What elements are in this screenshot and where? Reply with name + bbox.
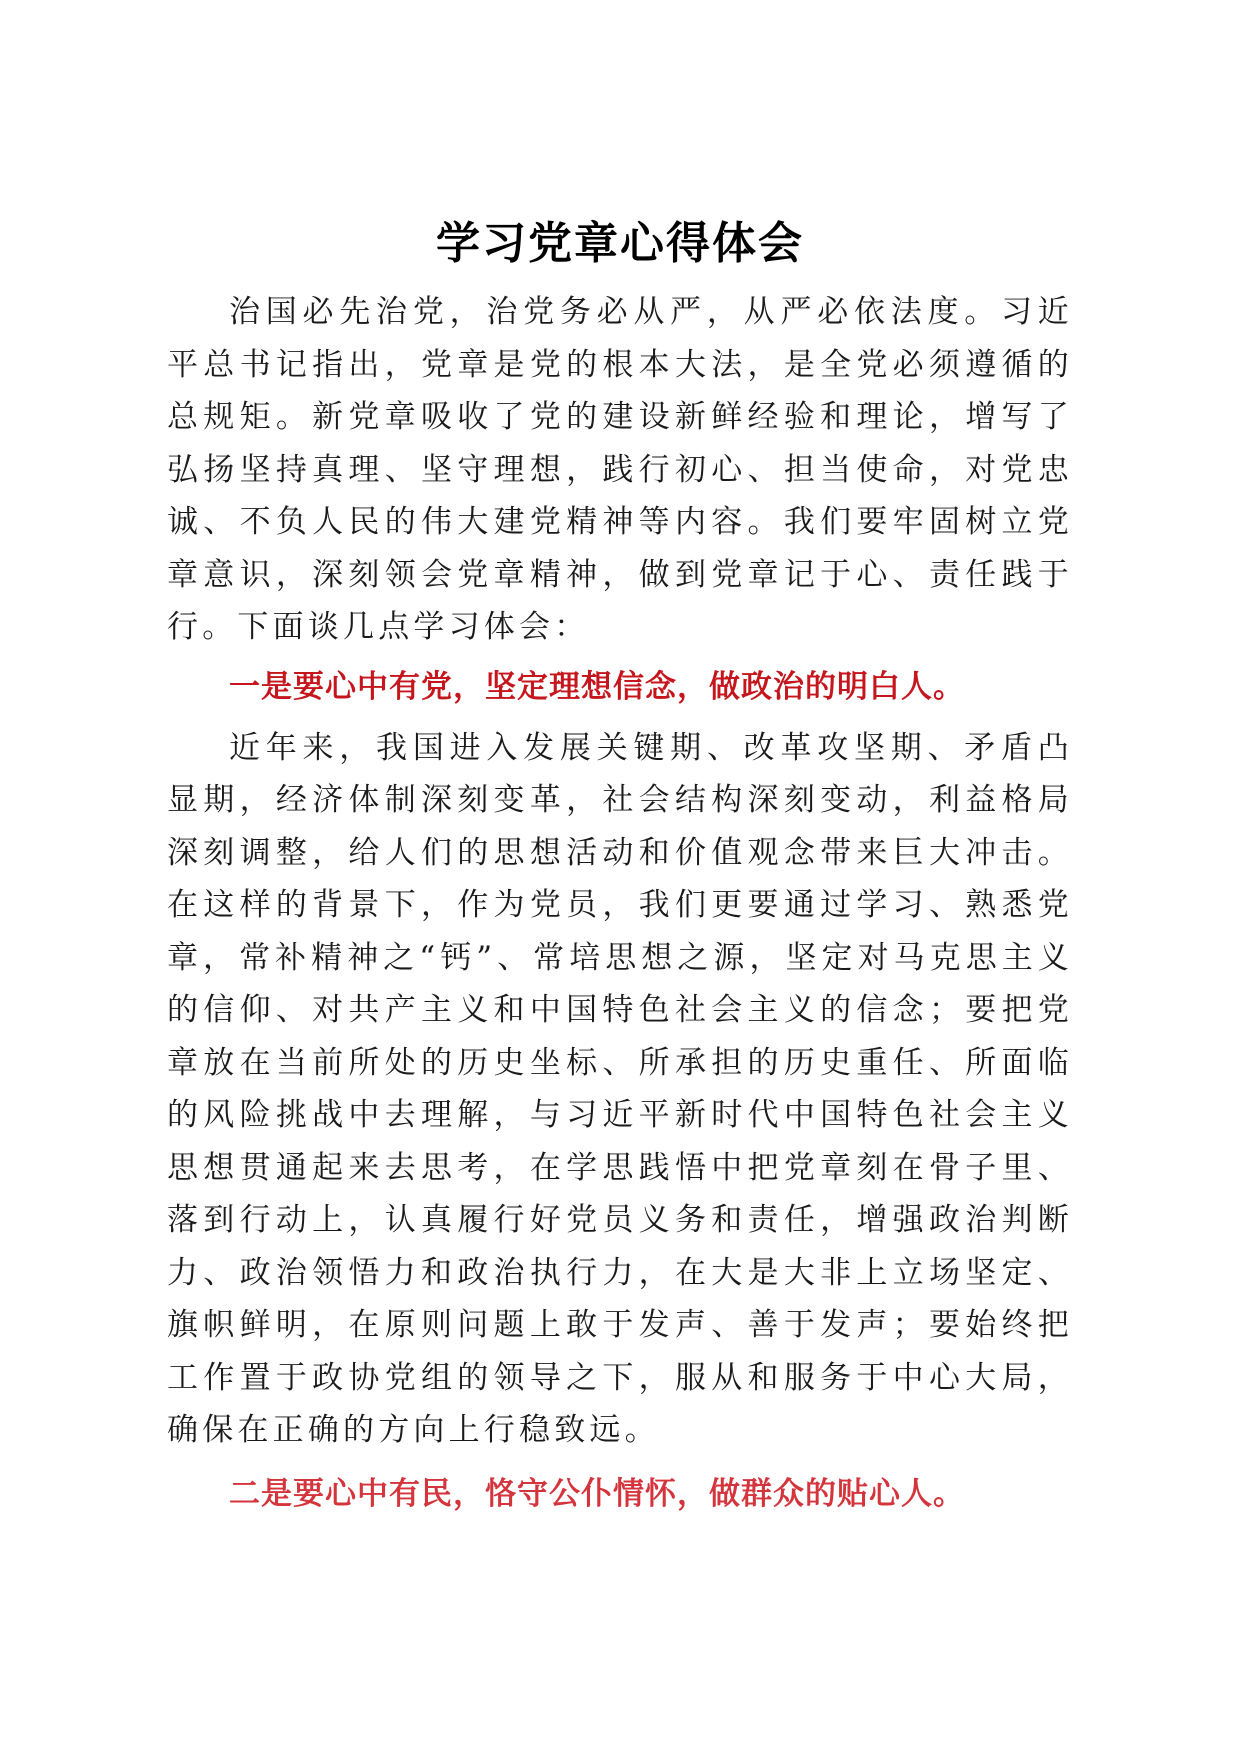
intro-paragraph: 治国必先治党，治党务必从严，从严必依法度。习近平总书记指出，党章是党的根本大法，是全党必须遵循的总规矩。新党章吸收了党的建设新鲜经验和理论，增写了弘扬坚持真理、坚守理想，践行初心、担当使命，对党忠诚、不负人民的伟大建党精神等内容。我们要牢固树立党章意识，深刻领会党章精神，做到党章记于心、责任践于行。下面谈几点学习体会： [167,294,1073,645]
section-1-heading: 一是要心中有党，坚定理想信念，做政治的明白人。 [229,668,965,705]
document-content [167,212,1073,1525]
section-1-paragraph: 近年来，我国进入发展关键期、改革攻坚期、矛盾凸显期，经济体制深刻变革，社会结构深刻变动，利益格局深刻调整，给人们的思想活动和价值观念带来巨大冲击。在这样的背景下，作为党员，我们更要通过学习、熟悉党章，常补精神之“钙”、常培思想之源，坚定对马克思主义的信仰、对共产主义和中国特色社会主义的信念；要把党章放在当前所处的历史坐标、所承担的历史重任、所面临的风险挑战中去理解，与习近平新时代中国特色社会主义思想贯通起来去思考，在学思践悟中把党章刻在骨子里、落到行动上，认真履行好党员义务和责任，增强政治判断力、政治领悟力和政治执行力，在大是大非上立场坚定、旗帜鲜明，在原则问题上敢于发声、善于发声；要始终把工作置于政协党组的领导之下，服从和服务于中心大局，确保在正确的方向上行稳致远。 [167,729,1073,1448]
document-title: 学习党章心得体会 [436,218,804,269]
section-2-heading: 二是要心中有民，恪守公仆情怀，做群众的贴心人。 [229,1475,965,1512]
